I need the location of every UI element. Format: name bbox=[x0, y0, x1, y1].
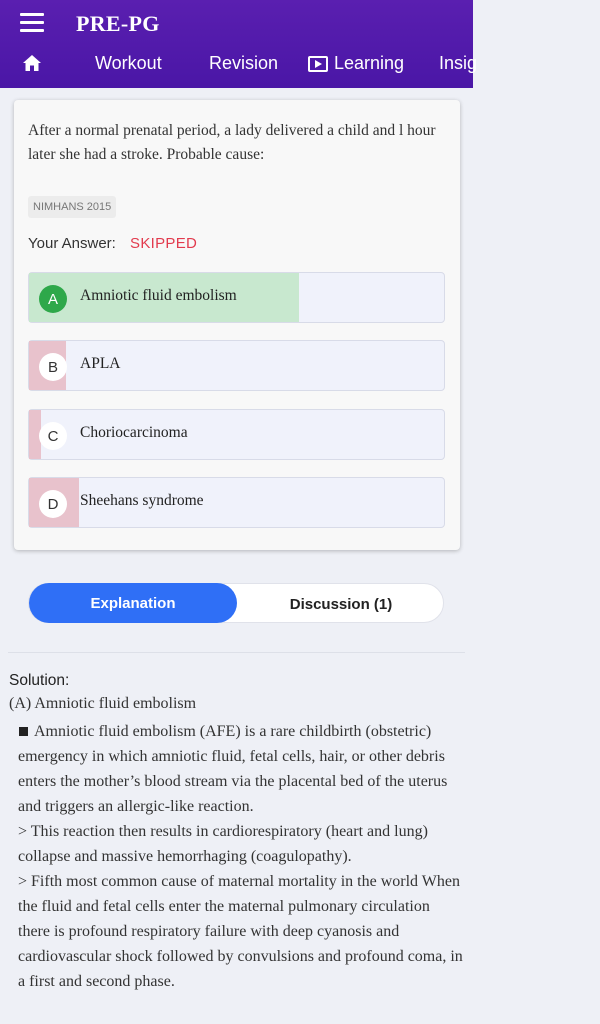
option-b-text: APLA bbox=[80, 355, 121, 372]
option-b-letter: B bbox=[39, 353, 67, 381]
your-answer-row bbox=[28, 235, 197, 252]
solution-answer: (A) Amniotic fluid embolism bbox=[9, 695, 197, 712]
option-a-letter: A bbox=[39, 285, 67, 313]
solution-body bbox=[18, 719, 464, 994]
nav-insights[interactable]: Insig bbox=[439, 53, 478, 73]
your-answer-status: SKIPPED bbox=[130, 235, 198, 252]
solution-paragraph-1 bbox=[18, 719, 464, 819]
nav-learning-label: Learning bbox=[334, 53, 405, 73]
option-d[interactable] bbox=[28, 477, 445, 528]
your-answer-label: Your Answer: bbox=[28, 235, 116, 252]
tab-explanation[interactable]: Explanation bbox=[29, 583, 237, 623]
square-bullet-icon bbox=[19, 727, 28, 736]
play-screen-icon bbox=[308, 56, 328, 72]
option-c-letter: C bbox=[39, 422, 67, 450]
option-b[interactable] bbox=[28, 340, 445, 391]
option-a-text: Amniotic fluid embolism bbox=[80, 287, 237, 304]
solution-paragraph-2: > This reaction then results in cardiorespiratory (heart and lung) collapse and massive hemorrhaging (coagulopathy). bbox=[18, 823, 428, 865]
app-bar bbox=[0, 0, 478, 88]
solution-tabs bbox=[28, 583, 444, 623]
divider bbox=[8, 652, 465, 653]
solution-heading: Solution: bbox=[9, 672, 70, 689]
source-badge: NIMHANS 2015 bbox=[28, 196, 116, 218]
app-title: PRE-PG bbox=[76, 11, 160, 36]
option-d-letter: D bbox=[39, 490, 67, 518]
nav-revision[interactable]: Revision bbox=[209, 53, 279, 73]
home-icon[interactable] bbox=[22, 54, 42, 72]
option-a[interactable] bbox=[28, 272, 445, 323]
question-text: After a normal prenatal period, a lady delivered a child and l hour later she had a stroke. Probable cause: bbox=[28, 122, 436, 163]
question-card bbox=[14, 100, 460, 550]
solution-paragraph-1-text: Amniotic fluid embolism (AFE) is a rare childbirth (obstetric) emergency in which amniotic fluid, fetal cells, hair, or other debris enters the mother’s blood stream via the placental bed of the uterus and triggers an allergic-like reaction. bbox=[18, 723, 448, 815]
nav-workout[interactable]: Workout bbox=[95, 53, 162, 73]
menu-icon[interactable] bbox=[20, 13, 44, 33]
nav-learning[interactable] bbox=[308, 53, 404, 74]
tab-discussion[interactable]: Discussion (1) bbox=[289, 595, 393, 613]
option-c-text: Choriocarcinoma bbox=[80, 424, 188, 441]
option-c[interactable] bbox=[28, 409, 445, 460]
top-nav bbox=[0, 44, 600, 84]
solution-paragraph-3: > Fifth most common cause of maternal mortality in the world When the fluid and fetal cells enter the maternal pulmonary circulation there is profound respiratory failure with deep cyanosis and cardiovascular shock followed by convulsions and profound coma, in a first and second phase. bbox=[18, 873, 463, 990]
option-d-text: Sheehans syndrome bbox=[80, 492, 204, 509]
